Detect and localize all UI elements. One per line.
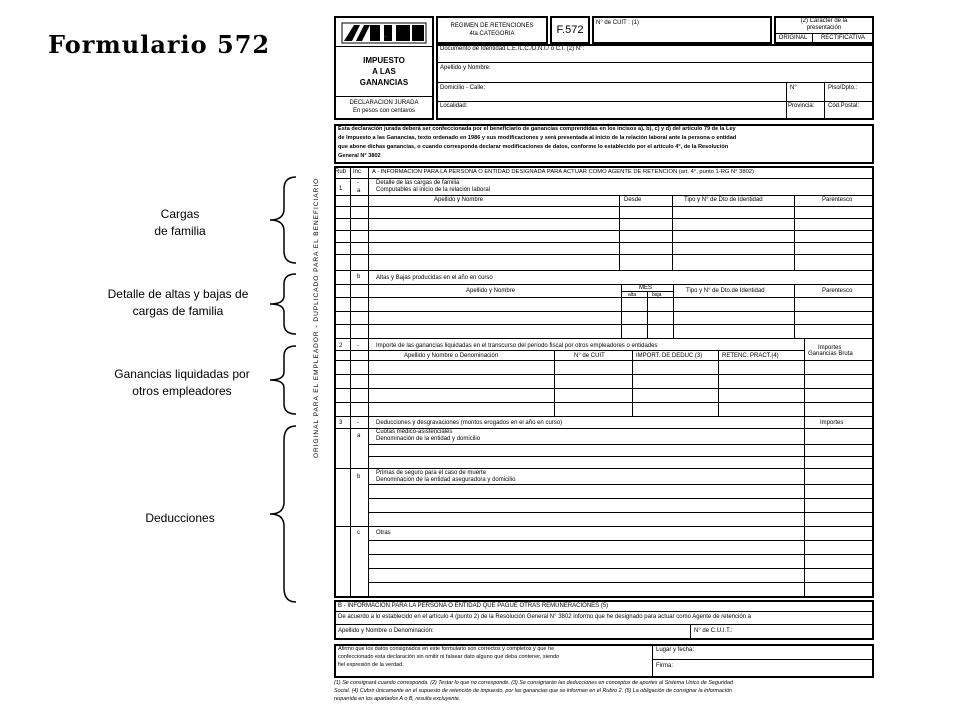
regimen-line-2: 4ta CATEGORIA [469,31,515,37]
caracter-line-2: presentación [806,25,842,31]
col-desde: Desde [624,197,642,203]
piso-label: Piso/Dpto.: [828,85,858,91]
col-import-deduc: IMPORT. DE DEDUC (3) [636,353,703,359]
rubro-1-desc-2: Computables al inicio de la relación laboral [376,187,491,193]
afirmo-line-2: confeccionado esta declaración sin omitir ni falsear dato alguno que deba contener, siendo [338,654,560,660]
documento-label: Documento de Identidad L.E./L.C./D.N.I./ o C.I. (2) N°: [440,46,585,52]
afirmo-line-3: fiel expresión de la verdad. [338,662,404,668]
impuesto-line-1: IMPUESTO [363,56,405,65]
regimen-line-1: REGIMEN DE RETENCIONES [450,23,534,29]
annotation-altas-bajas: Detalle de altas y bajas de cargas de familia [107,287,249,318]
domicilio-label: Domicilio - Calle: [440,85,486,91]
rubro-1-dash: - [357,180,359,186]
provincia-label: Provincia: [788,103,815,109]
brace-cargas [262,175,302,265]
inciso-3a-desc-1: Cuotas médico-asistenciales [376,429,453,435]
impuesto-line-2: A LAS [372,67,396,76]
importes-label: Importes [820,420,844,426]
side-label: ORIGINAL PARA EL EMPLEADOR - DUPLICADO PARA EL BENEFICIARIO [313,177,320,458]
inciso-3b-desc-1: Primas de seguro para el caso de muerte [376,470,487,476]
section-b-heading: B - INFORMACION PARA LA PERSONA O ENTIDAD QUE PAGUE OTRAS REMUNERACIONES (5) [338,603,609,609]
footnote-3: requerida en los apartados A o B, resulta excluyente. [334,696,461,702]
col-denominacion: Apellido y Nombre o Denominación [404,353,499,359]
rectificativa-option[interactable]: RECTIFICATIVA [820,35,866,41]
inciso-3c: c [357,530,360,536]
inciso-b: b [357,274,361,280]
brace-deducciones [262,424,302,604]
inciso-b-desc: Altas y Bajas producidas en el año en curso [376,275,493,281]
inciso-3b-desc-2: Denominación de la entidad aseguradora y domicilio [376,477,516,483]
annotation-cargas: Cargas de familia [154,207,206,238]
col-parentesco-1: Parentesco [822,197,853,203]
section-b-text: De acuerdo a lo establecido en el artículo 4 (punto 2) de la Resolución General N° 3802 informo que he designado para actuar como Agente de retención a [338,614,751,620]
afip-logo [340,20,428,46]
rubro-2-dash: - [357,343,359,349]
intro-line-4: General N° 3802 [338,153,381,159]
brace-ganancias [262,344,302,416]
rubro-2-number: 2 [339,343,343,349]
declaracion-line-1: DECLARACION JURADA [349,100,419,106]
intro-line-3: que abone dichas ganancias, o cuando corresponda declarar modificaciones de datos, conforme lo establecido por el artículo 4°, de la Resolución [338,144,729,150]
col-tipo-dto-1: Tipo y N° de Dto de Identidad [684,197,763,203]
form-572 [334,14,874,706]
inc-label: Inc [353,169,362,175]
col-mes: MES [639,285,653,291]
afip-logo-text: AFIP [384,37,387,38]
footnote-2: Social. (4) Cubrir únicamente en el supuesto de retención de impuesto, por las ganancias que se informan en el Rubro 2. (5) La obligación de consignar la información [334,688,732,694]
section-b-apellido: Apellido y Nombre o Denominación: [338,628,434,634]
declaracion-line-2: En pesos con centavos [352,108,416,114]
apellido-nombre-label: Apellido y Nombre: [440,65,491,71]
inciso-3c-desc: Otras [376,530,391,536]
section-a-heading: A - INFORMACION PARA LA PERSONA O ENTIDAD DESIGNADA PARA ACTUAR COMO AGENTE DE RETENCION (art. 4°, punto 1-RG N° 3802) [372,169,754,175]
cuit-label: N° de CUIT : (1) [596,20,639,26]
brace-altas-bajas [262,272,302,336]
lugar-fecha-label: Lugar y fecha: [656,647,695,653]
rubro-1-desc-1: Detalle de las cargas de familia [376,180,460,186]
page-title: Formulario 572 [48,30,271,59]
rubro-3-dash: - [357,420,359,426]
col-apellido-nombre-1: Apellido y Nombre [434,197,484,203]
form-number: F.572 [556,24,584,36]
col-cuit: N° de CUIT [574,353,605,359]
rubro-2-desc: Importe de las ganancias liquidadas en el transcurso del período fiscal por otros empleadores o entidades [376,343,658,349]
rubro-1-number: 1 [339,186,343,192]
localidad-label: Localidad: [440,103,468,109]
rubro-3-desc: Deducciones y desgravaciones (montos erogados en el año en curso) [376,420,563,426]
regimen-box [436,16,548,44]
annotation-ganancias: Ganancias liquidadas por otros empleadores [114,367,250,398]
impuesto-line-3: GANANCIAS [359,78,409,87]
caracter-line-1: (2) Carácter de la [800,18,848,24]
inciso-3a: a [357,433,361,439]
intro-line-2: de Impuesto a las Ganancias, texto ordenado en 1986 y sus modificaciones y será presentada al inicio de la relación laboral ante la persona o entidad [338,135,737,141]
afirmo-line-1: Afirmo que los datos consignados en este formulario son correctos y completos y que he [338,646,555,652]
intro-line-1: Esta declaración jurada deberá ser confeccionada por el beneficiario de ganancias comprendidas en los incisos a), b), c) y d) del artículo 79 de la Ley [338,126,736,132]
col-tipo-dto-2: Tipo y N° de Dto.de Identidad [686,288,765,294]
annotation-deducciones: Deducciones [145,511,215,525]
rub-label: Rub [335,169,347,175]
rubro-1-inciso-a: a [357,188,361,194]
firma-label: Firma: [656,663,673,669]
cod-postal-label: Cód.Postal: [828,103,860,109]
col-retenc-pract: RETENC. PRACT.(4) [722,353,779,359]
col-baja: baja [652,292,662,298]
col-apellido-nombre-2: Apellido y Nombre [466,288,516,294]
original-option[interactable]: ORIGINAL [778,35,808,41]
importes-gb-2: Ganancias Bruta [808,351,853,357]
inciso-3a-desc-2: Denominación de la entidad y domicilio [376,436,481,442]
footnote-1: (1) Se consignará cuando corresponda. (2) Testar lo que no corresponde. (3) Se consignarán las deducciones en conceptos de aportes al Sistema Unico de Seguridad [334,680,733,686]
numero-label: N° [790,85,797,91]
section-b-cuit: N° de C.U.I.T.: [694,628,733,634]
inciso-3b: b [357,474,361,480]
col-alta: alta [628,292,637,298]
rubro-3-number: 3 [339,420,343,426]
importes-gb-1: Importes [818,345,842,351]
col-parentesco-2: Parentesco [822,288,853,294]
